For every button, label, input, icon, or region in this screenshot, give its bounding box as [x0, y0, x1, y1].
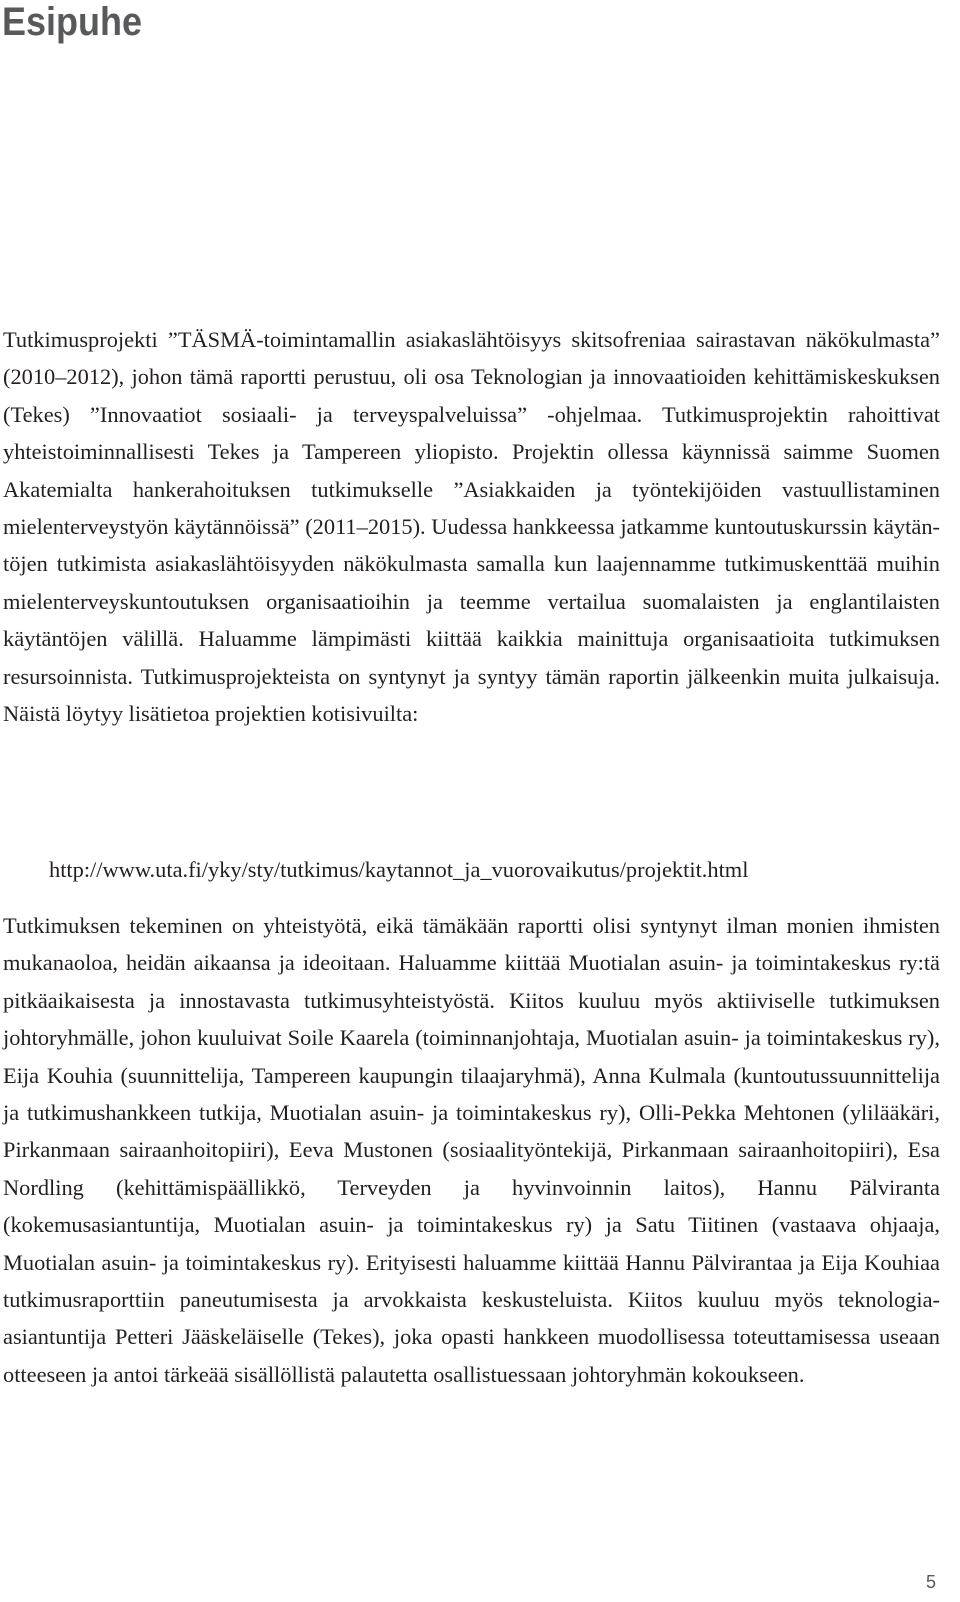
paragraph-acknowledgements: Tutkimuksen tekeminen on yhteistyötä, eikä tämäkään raportti olisi syntynyt ilman monien ihmisten mukanaoloa, heidän aikaansa ja ideoitaan. Haluamme kiittää Muotialan asuin- ja toimintakeskus ry:tä pitkäaikaisesta ja innostavasta tutkimusyhteistyöstä. Kiitos kuuluu myös aktiiviselle tutkimuksen johtoryhmälle, johon kuuluivat Soile Kaarela (toiminnanjohtaja, Muotialan asuin- ja toimintakeskus ry), Eija Kouhia (suunnittelija, Tampereen kaupungin tilaajaryhmä), Anna Kulmala (kuntoutussuunnittelija ja tutkimushankkeen tutkija, Muotialan asuin- ja toimintakeskus ry), Olli-Pekka Mehtonen (ylilääkäri, Pirkanmaan sairaanhoitopiiri), Eeva Mustonen (sosiaalityöntekijä, Pirkanmaan sairaanhoitopiiri), Esa Nordling (kehittämispäällikkö, Terveyden ja hyvinvoinnin laitos), Hannu Pälviranta (kokemusasiantuntija, Muotialan asuin- ja toimintakeskus ry) ja Satu Tiitinen (vastaava ohjaaja, Muotialan asuin- ja toimintakeskus ry). Erityisesti haluamme kiittää Hannu Pälvirantaa ja Eija Kouhiaa tutkimusraporttiin paneutumisesta ja arvokkaista keskusteluista. Kiitos kuuluu myös teknologia-asiantuntija Petteri Jääskeläiselle (Tekes), joka opasti hankkeen muodollisessa toteuttamisessa useaan otteeseen ja antoi tärkeää sisällöllistä palautetta osallistuessaan johtoryhmän kokoukseen. [3, 913, 940, 1387]
page-number: 5 [925, 1572, 936, 1592]
paragraph-intro: Tutkimusprojekti ”TÄSMÄ-toimintamallin asiakaslähtöisyys skitsofreniaa sairastavan näkökulmasta” (2010–2012), johon tämä raportti perustuu, oli osa Teknologian ja innovaatioiden kehittämiskeskuksen (Tekes) ”Innovaatiot sosiaali- ja terveyspalveluissa” -ohjelmaa. Tutkimusprojektin rahoittivat yhteistoiminnallisesti Tekes ja Tampereen yliopisto. Projektin ollessa käynnissä saimme Suomen Akatemialta hankerahoituksen tutkimukselle ”Asiakkaiden ja työntekijöiden vastuullistaminen mielenterveystyön käytännöissä” (2011–2015). Uudessa hankkeessa jatkamme kuntoutuskurssin käytäntöjen tutkimista asiakaslähtöisyyden näkökulmasta samalla kun laajennamme tutkimuskenttää muihin mielenterveyskuntoutuksen organisaatioihin ja teemme vertailua suomalaisten ja englantilaisten käytäntöjen välillä. Haluamme lämpimästi kiittää kaikkia mainittuja organisaatioita tutkimuksen resursoinnista. Tutkimusprojekteista on syntynyt ja syntyy tämän raportin jälkeenkin muita julkaisuja. Näistä löytyy lisätietoa projektien kotisivuilta: [3, 327, 940, 727]
project-url: http://www.uta.fi/yky/sty/tutkimus/kaytannot_ja_vuorovaikutus/projektit.html [49, 857, 749, 882]
page-title: Esipuhe [2, 0, 143, 44]
